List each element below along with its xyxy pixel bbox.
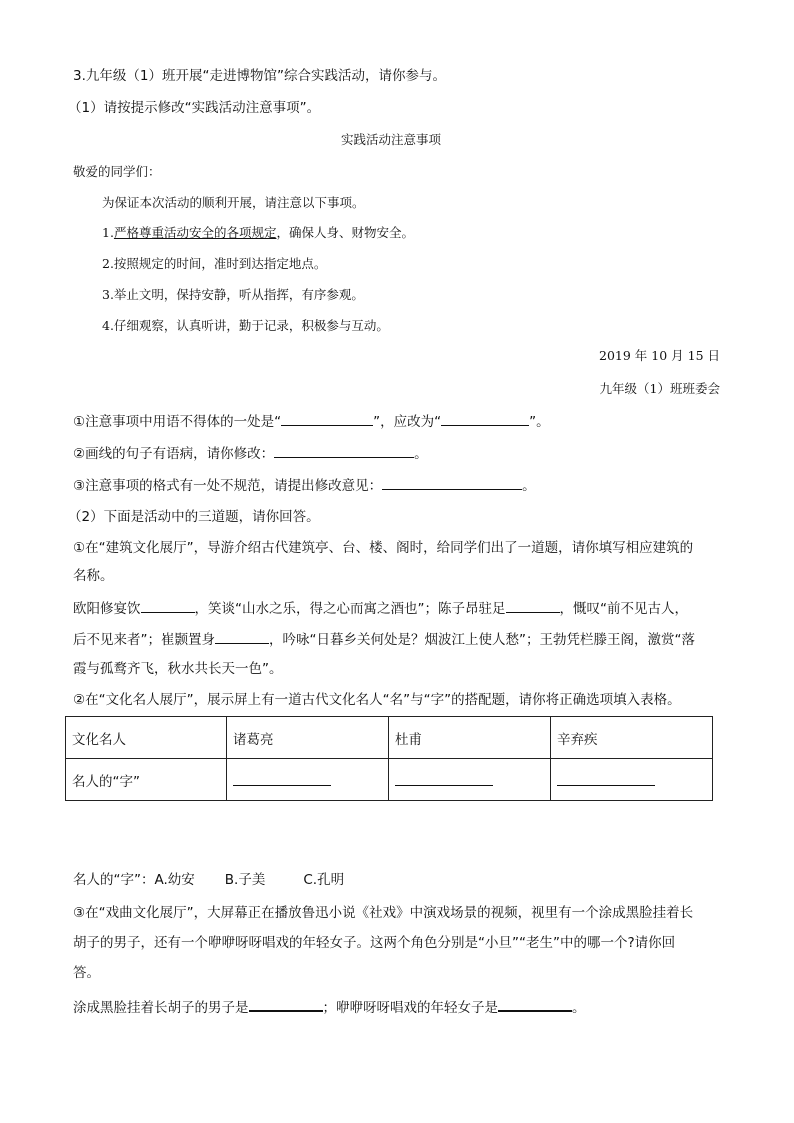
notice-item-1-num: 1. [102, 225, 114, 240]
name-style-table [65, 716, 713, 801]
sub1-q1 [73, 411, 550, 432]
notice-title: 实践活动注意事项 [341, 132, 442, 147]
poem-line-2 [73, 629, 695, 650]
notice-intro: 为保证本次活动的顺利开展，请注意以下事项。 [102, 195, 365, 210]
answer-blank-terrace[interactable] [506, 598, 560, 613]
part2-q2-line: ②在“文化名人展厅”，展示屏上有一道古代文化名人“名”与“字”的搭配题，请你将正确选项填入表格。 [73, 692, 681, 708]
notice-date: 2019 年 10 月 15 日 [599, 348, 720, 363]
sub1-q2-text-a: ②画线的句子有语病，请你修改： [73, 446, 275, 462]
part2-title: （2）下面是活动中的三道题，请你回答。 [68, 509, 320, 525]
underlined-sentence: 严格尊重活动安全的各项规定 [113, 225, 277, 240]
notice-greeting: 敬爱的同学们： [73, 164, 161, 179]
answer-blank-tower[interactable] [215, 629, 269, 644]
sub1-q3-text-b: 。 [522, 478, 536, 494]
part2-q3-line2: 胡子的男子，还有一个咿咿呀呀唱戏的年轻女子。这两个角色分别是“小旦”“老生”中的哪一个?请你回 [73, 935, 676, 951]
question-title: 3.九年级（1）班开展“走进博物馆”综合实践活动，请你参与。 [73, 68, 446, 84]
notice-item-2: 2.按照规定的时间，准时到达指定地点。 [102, 256, 327, 271]
part1-instruction: （1）请按提示修改“实践活动注意事项”。 [68, 100, 321, 116]
answer-cell-xinqiji[interactable] [551, 759, 713, 801]
answer-text-a: 涂成黑脸挂着长胡子的男子是 [73, 1000, 249, 1016]
answer-blank-sentence-fix[interactable] [274, 443, 414, 458]
options-label: 名人的“字”： [73, 872, 155, 888]
table-header-cell: 辛弃疾 [551, 717, 713, 759]
answer-blank-laosheng[interactable] [249, 996, 323, 1012]
answer-blank-xiaodan[interactable] [498, 996, 572, 1012]
table-row-label: 名人的“字” [66, 759, 227, 801]
sub1-q3 [73, 475, 536, 496]
notice-item-1 [102, 223, 414, 243]
notice-item-1-rest: ，确保人身、财物安全。 [276, 225, 414, 240]
answer-blank[interactable] [395, 769, 493, 786]
part2-q1-line1: ①在“建筑文化展厅”，导游介绍古代建筑亭、台、楼、阁时，给同学们出了一道题，请你填写相应建筑的 [73, 540, 694, 556]
answer-blank-format-fix[interactable] [382, 475, 522, 490]
sub1-q1-text-a: ①注意事项中用语不得体的一处是“ [73, 414, 282, 430]
sub1-q2 [73, 443, 428, 464]
notice-signature: 九年级（1）班班委会 [599, 381, 720, 396]
sub1-q3-text-a: ③注意事项的格式有一处不规范，请提出修改意见： [73, 478, 383, 494]
option-b: B.子美 [224, 872, 266, 888]
poem-l1-c: ，慨叹“前不见古人， [559, 601, 688, 617]
table-header-cell: 诸葛亮 [227, 717, 389, 759]
table-header-cell: 杜甫 [389, 717, 551, 759]
poem-l2-a: 后不见来者”；崔颢置身 [73, 632, 215, 648]
table-header-cell: 文化名人 [66, 717, 227, 759]
part2-q3-line3: 答。 [73, 965, 100, 981]
table-header-row [66, 717, 713, 759]
sub1-q1-text-b: ”，应改为“ [373, 414, 442, 430]
answer-text-c: 。 [572, 1000, 586, 1016]
answer-cell-dufu[interactable] [389, 759, 551, 801]
option-a: A.幼安 [154, 872, 195, 888]
answer-blank[interactable] [557, 769, 655, 786]
sub1-q2-text-b: 。 [414, 446, 428, 462]
answer-cell-zhugeliang[interactable] [227, 759, 389, 801]
table-answer-row [66, 759, 713, 801]
sub1-q1-text-c: ”。 [529, 414, 550, 430]
notice-item-4: 4.仔细观察，认真听讲，勤于记录，积极参与互动。 [102, 318, 389, 333]
part2-q3-answer [73, 996, 586, 1018]
part2-q1-line2: 名称。 [73, 568, 114, 584]
answer-blank-correction[interactable] [441, 411, 529, 426]
poem-l2-b: ，吟咏“日暮乡关何处是？烟波江上使人愁”；王勃凭栏滕王阁，激赏“落 [269, 632, 695, 648]
answer-blank-pavilion[interactable] [141, 598, 195, 613]
answer-blank[interactable] [233, 769, 331, 786]
notice-item-3: 3.举止文明，保持安静，听从指挥，有序参观。 [102, 287, 364, 302]
poem-l1-b: ，笑谈“山水之乐，得之心而寓之酒也”；陈子昂驻足 [194, 601, 506, 617]
option-c: C.孔明 [303, 872, 345, 888]
part2-q3-line1: ③在“戏曲文化展厅”，大屏幕正在播放鲁迅小说《社戏》中演戏场景的视频，视里有一个涂成黑脸挂着长 [73, 905, 694, 921]
answer-text-b: ；咿咿呀呀唱戏的年轻女子是 [322, 1000, 498, 1016]
poem-line-1 [73, 598, 688, 619]
poem-line-3: 霞与孤鹜齐飞，秋水共长天一色”。 [73, 661, 283, 677]
answer-blank-inappropriate[interactable] [281, 411, 373, 426]
poem-l1-a: 欧阳修宴饮 [73, 601, 141, 617]
options-line [73, 870, 344, 890]
